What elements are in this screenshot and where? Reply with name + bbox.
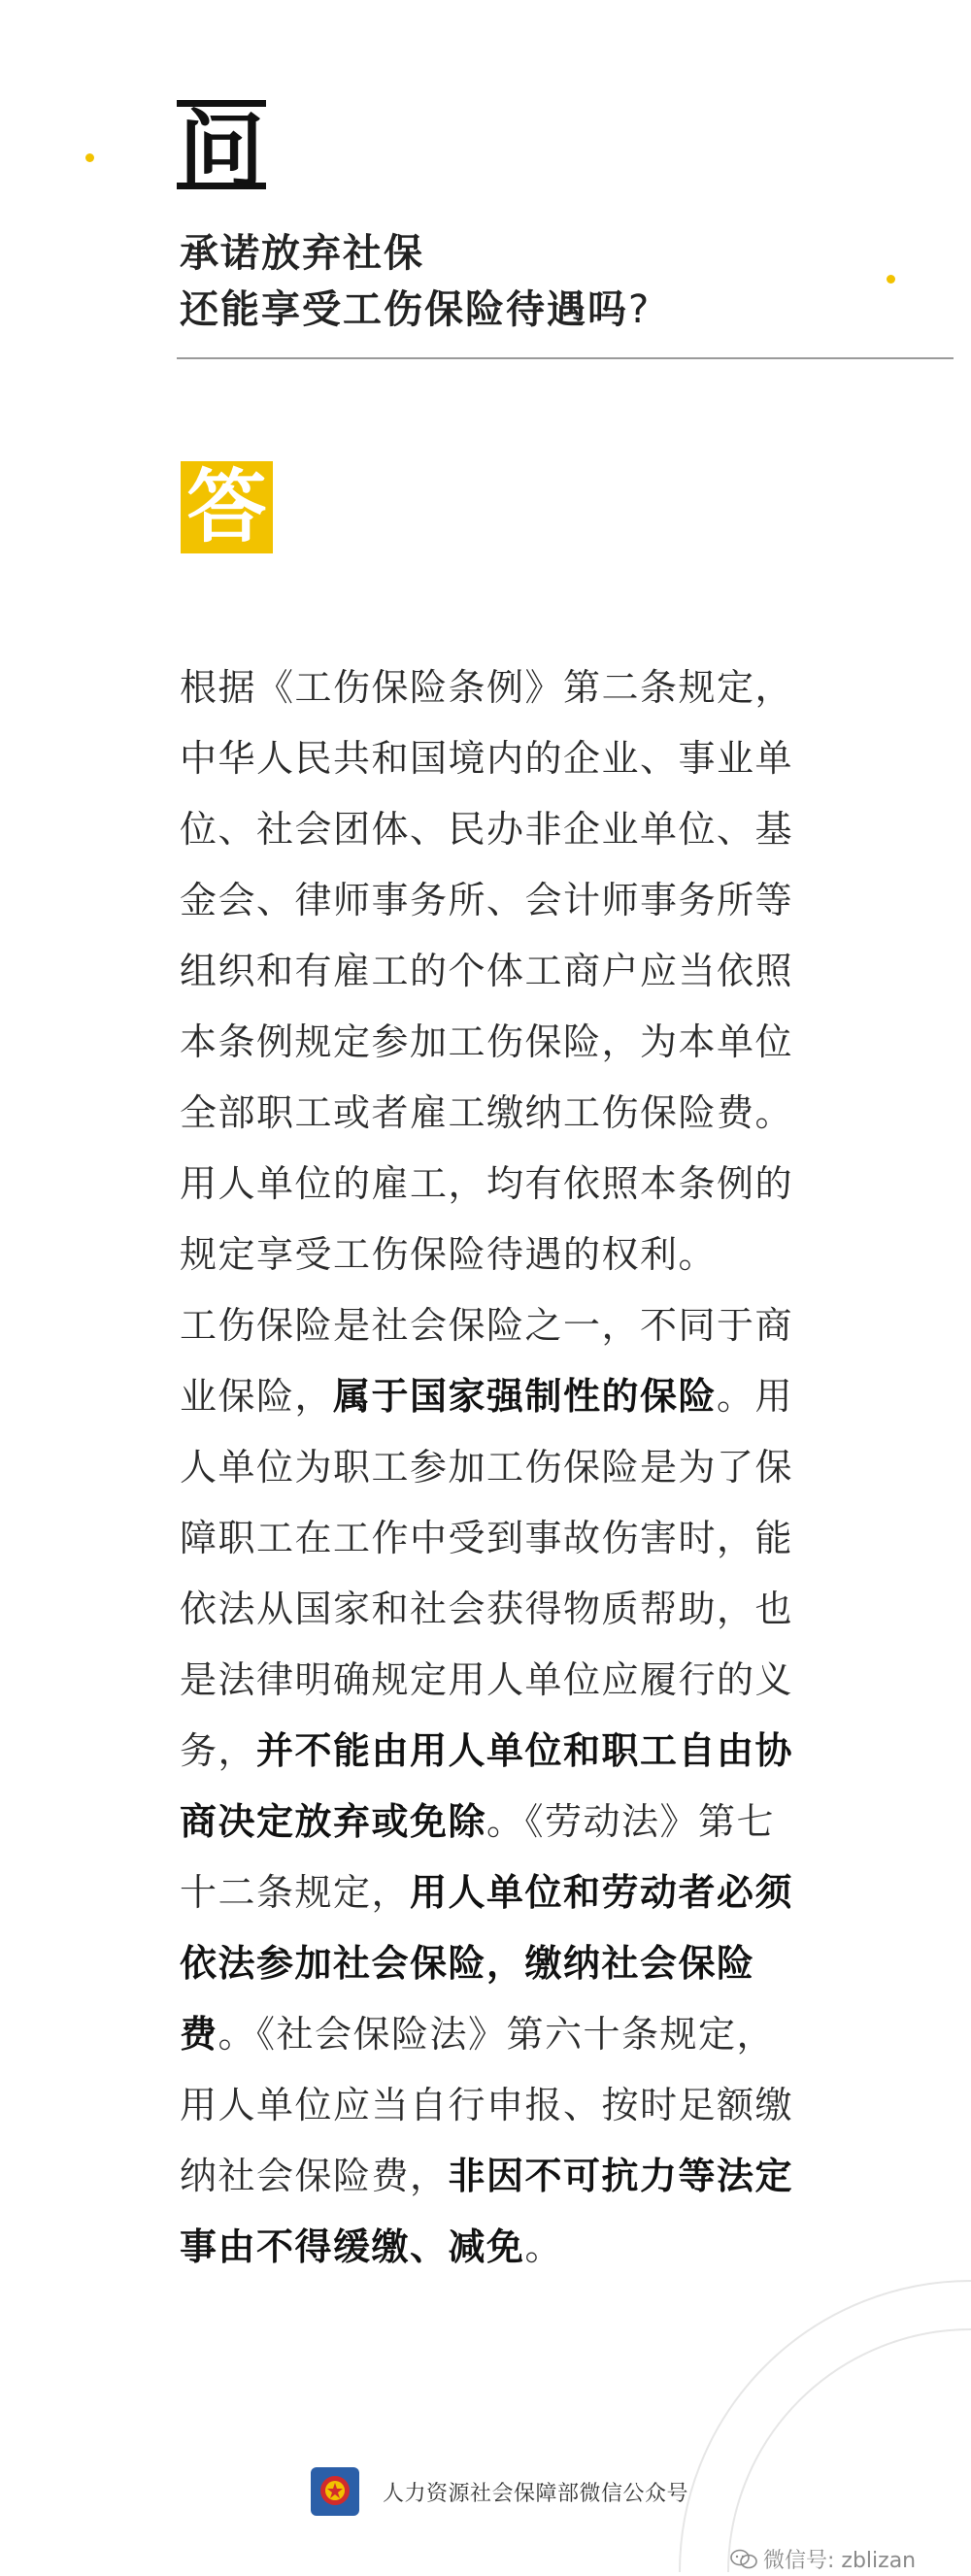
- question-glyph: 问: [178, 101, 264, 201]
- answer-text: 。《劳动法》第七十二条规定，: [180, 1800, 776, 1914]
- wechat-watermark: [730, 2544, 916, 2574]
- answer-emphasis: 非因不可抗力等法定事由不得缓缴、减免: [180, 2155, 794, 2268]
- answer-emphasis: 属于国家强制性的保险: [333, 1375, 718, 1418]
- section-divider: [177, 357, 954, 359]
- answer-emphasis: 并不能由用人单位和职工自由协商决定放弃或免除: [180, 1729, 794, 1843]
- answer-text: 。《社会保险法》第六十条规定，用人单位应当自行申报、按时足额缴纳社会保险费，: [180, 2013, 794, 2197]
- question-title: [180, 225, 956, 338]
- answer-text: 工伤保险是社会保险之一，不同于商业保险，: [180, 1304, 794, 1418]
- answer-body: [180, 652, 811, 2283]
- answer-text: 根据《工伤保险条例》第二条规定，中华人民共和国境内的企业、事业单位、社会团体、民办非企业单位、基金会、律师事务所、会计师事务所等组织和有雇工的个体工商户应当依照本条例规定参加工伤保险，为本单位全部职工或者雇工缴纳工伤保险费。用人单位的雇工，均有依照本条例的规定享受工伤保险待遇的权利。: [180, 666, 794, 1276]
- question-title-line2: [180, 282, 956, 338]
- footer-org-name: 人力资源社会保障部微信公众号: [383, 2481, 689, 2506]
- decorative-arcs: [621, 2253, 971, 2572]
- answer-text: 。用人单位为职工参加工伤保险是为了保障职工在工作中受到事故伤害时，能依法从国家和社会获得物质帮助，也是法律明确规定用人单位应履行的义务，: [180, 1375, 794, 1772]
- question-title-line2-text: 还能享受工伤保险待遇吗: [180, 287, 628, 332]
- answer-paragraph-1: [180, 652, 811, 1290]
- wechat-icon: [730, 2549, 757, 2570]
- question-mark: ?: [628, 287, 652, 332]
- question-title-line1: 承诺放弃社保: [180, 231, 424, 276]
- answer-paragraph-2: [180, 1290, 811, 2283]
- answer-emphasis: 用人单位和劳动者必须依法参加社会保险，缴纳社会保险费: [180, 1871, 794, 2056]
- footer: [311, 2466, 688, 2517]
- answer-glyph: 答: [181, 461, 273, 553]
- watermark-text: 微信号: zblizan: [763, 2549, 917, 2573]
- decorative-dot-left: [85, 153, 94, 162]
- answer-text: 。: [524, 2225, 564, 2268]
- national-emblem-icon: [311, 2467, 359, 2516]
